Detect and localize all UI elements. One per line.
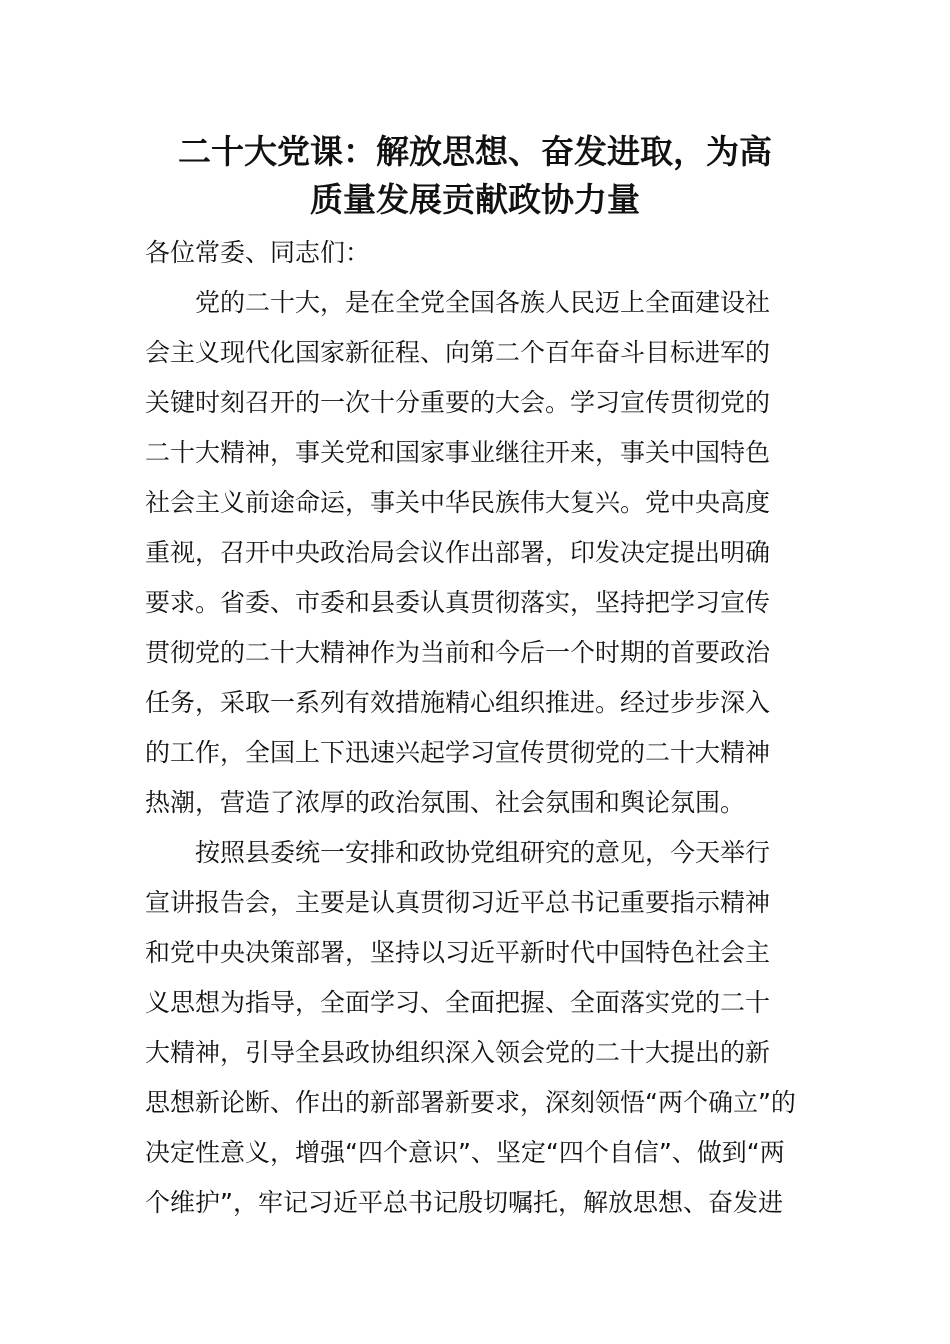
paragraph-2 [145, 828, 807, 1228]
paragraph-line: 贯彻党的二十大精神作为当前和今后一个时期的首要政治 [145, 638, 771, 667]
paragraph-1 [145, 278, 807, 828]
paragraph-line: 党的二十大，是在全党全国各族人民迈上全面建设社 [195, 288, 771, 317]
paragraph-line: 大精神，引导全县政协组织深入领会党的二十大提出的新 [145, 1038, 771, 1067]
paragraph-line: 二十大精神，事关党和国家事业继往开来，事关中国特色 [145, 438, 771, 467]
paragraph-line: 要求。省委、市委和县委认真贯彻落实，坚持把学习宣传 [145, 588, 771, 617]
document-body [145, 228, 807, 1228]
paragraph-line: 热潮，营造了浓厚的政治氛围、社会氛围和舆论氛围。 [145, 788, 746, 817]
paragraph-line: 社会主义前途命运，事关中华民族伟大复兴。党中央高度 [145, 488, 771, 517]
paragraph-line: 宣讲报告会，主要是认真贯彻习近平总书记重要指示精神 [145, 888, 771, 917]
paragraph-line: 任务，采取一系列有效措施精心组织推进。经过步步深入 [145, 688, 771, 717]
paragraph-line: 决定性意义，增强“四个意识”、坚定“四个自信”、做到“两 [145, 1138, 785, 1167]
paragraph-line: 义思想为指导，全面学习、全面把握、全面落实党的二十 [145, 988, 771, 1017]
paragraph-line: 关键时刻召开的一次十分重要的大会。学习宣传贯彻党的 [145, 388, 771, 417]
document-title [145, 128, 805, 224]
paragraph-line: 和党中央决策部署，坚持以习近平新时代中国特色社会主 [145, 938, 771, 967]
paragraph-line: 按照县委统一安排和政协党组研究的意见，今天举行 [195, 838, 771, 867]
paragraph-line: 会主义现代化国家新征程、向第二个百年奋斗目标进军的 [145, 338, 771, 367]
paragraph-line: 重视，召开中央政治局会议作出部署，印发决定提出明确 [145, 538, 771, 567]
title-line: 二十大党课：解放思想、奋发进取，为高 [178, 132, 772, 171]
paragraph-line: 个维护”，牢记习近平总书记殷切嘱托，解放思想、奋发进 [145, 1188, 783, 1217]
title-line: 质量发展贡献政协力量 [310, 180, 640, 219]
paragraph-line: 的工作，全国上下迅速兴起学习宣传贯彻党的二十大精神 [145, 738, 771, 767]
salutation: 各位常委、同志们： [145, 238, 371, 267]
paragraph-line: 思想新论断、作出的新部署新要求，深刻领悟“两个确立”的 [145, 1088, 796, 1117]
